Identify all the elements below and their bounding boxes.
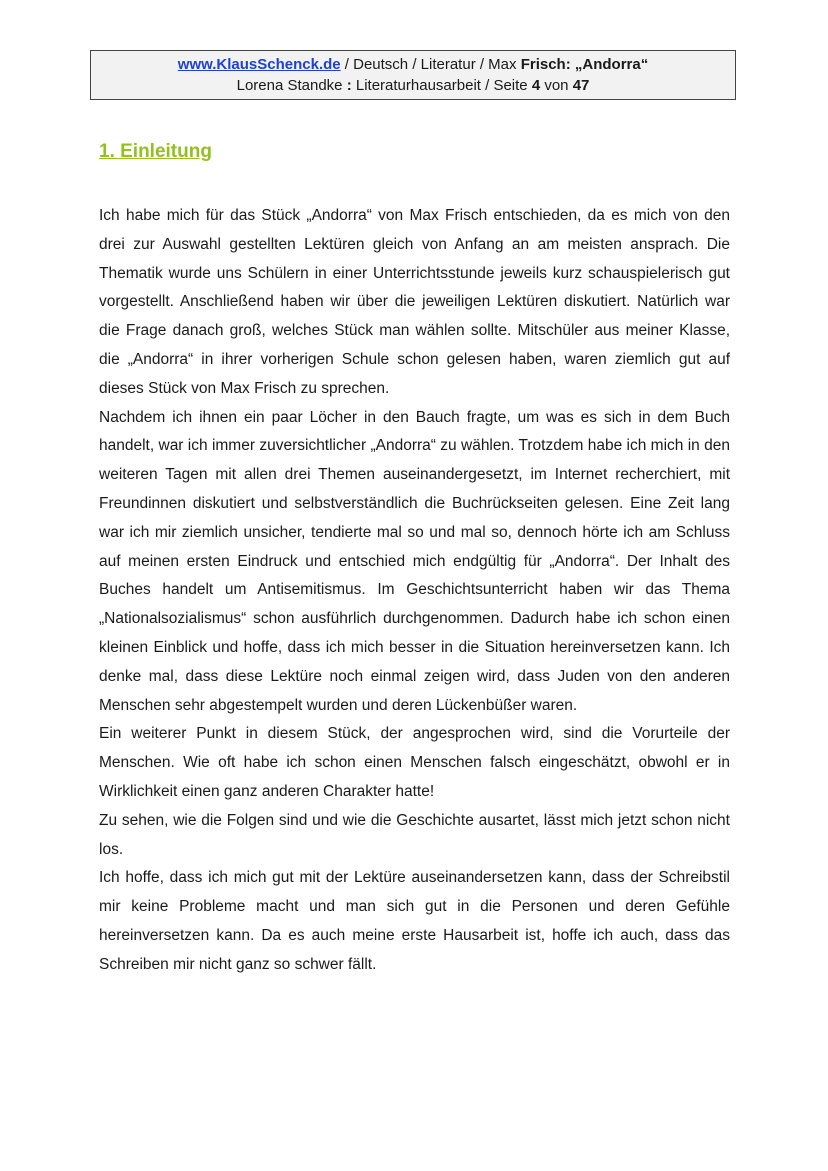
section-heading: 1. Einleitung: [99, 141, 212, 162]
paragraph: Nachdem ich ihnen ein paar Löcher in den Bauch fragte, um was es sich in dem Buch handelt, war ich immer zuversichtlicher „Andorra“ zu wählen. Trotzdem habe ich mich in den weiteren Tagen mit allen drei Themen auseinandergesetzt, im Internet recherchiert, mit Freundinnen diskutiert und selbstverständlich die Buchrückseiten gelesen. Eine Zeit lang war ich mir ziemlich unsicher, tendierte mal so und mal so, dennoch hörte ich am Schluss auf meinen ersten Eindruck und entschied mich endgültig für „Andorra“. Der Inhalt des Buches handelt um Antisemitismus. Im Geschichtsunterricht haben wir das Thema „Nationalsozialismus“ schon ausführlich durchgenommen. Dadurch habe ich schon einen kleinen Einblick und hoffe, dass ich mich besser in die Situation hereinversetzen kann. Ich denke mal, dass diese Lektüre noch einmal zeigen wird, dass Juden von den anderen Menschen sehr abgestempelt wurden und deren Lückenbüßer waren.: [99, 408, 730, 714]
page-number-separator: von: [540, 77, 573, 94]
page-number-current: 4: [531, 77, 541, 94]
paragraph: Ich habe mich für das Stück „Andorra“ von Max Frisch entschieden, da es mich von den drei zur Auswahl gestellten Lektüren gleich von Anfang an am meisten ansprach. Die Thematik wurde uns Schülern in einer Unterrichtsstunde jeweils kurz schauspielerisch gut vorgestellt. Anschließend haben wir über die jeweiligen Lektüren diskutiert. Natürlich war die Frage danach groß, welches Stück man wählen sollte. Mitschüler aus meiner Klasse, die „Andorra“ in ihrer vorherigen Schule schon gelesen haben, waren ziemlich gut auf dieses Stück von Max Frisch zu sprechen.: [99, 207, 730, 397]
header-line-1: [91, 54, 735, 75]
body-text: [99, 202, 730, 980]
header-work-title: Frisch: „Andorra“: [520, 56, 649, 73]
header-path: / Deutsch / Literatur / Max: [340, 56, 521, 73]
header-work-type: Literaturhausarbeit / Seite: [351, 77, 532, 94]
header-line-2: [91, 75, 735, 96]
paragraph: Zu sehen, wie die Folgen sind und wie die Geschichte ausartet, lässt mich jetzt schon nicht los.: [99, 811, 730, 858]
paragraph: Ich hoffe, dass ich mich gut mit der Lektüre auseinandersetzen kann, dass der Schreibstil mir keine Probleme macht und man sich gut in die Personen und deren Gefühle hereinversetzen kann. Da es auch meine erste Hausarbeit ist, hoffe ich auch, dass das Schreiben mir nicht ganz so schwer fällt.: [99, 869, 730, 973]
page-header: [90, 50, 736, 100]
page-number-total: 47: [572, 77, 590, 94]
paragraph: Ein weiterer Punkt in diesem Stück, der angesprochen wird, sind die Vorurteile der Menschen. Wie oft habe ich schon einen Menschen falsch eingeschätzt, obwohl er in Wirklichkeit einen ganz anderen Charakter hatte!: [99, 725, 730, 800]
header-colon: :: [346, 77, 352, 94]
site-link[interactable]: www.KlausSchenck.de: [177, 56, 341, 73]
header-student: Lorena Standke: [236, 77, 347, 94]
